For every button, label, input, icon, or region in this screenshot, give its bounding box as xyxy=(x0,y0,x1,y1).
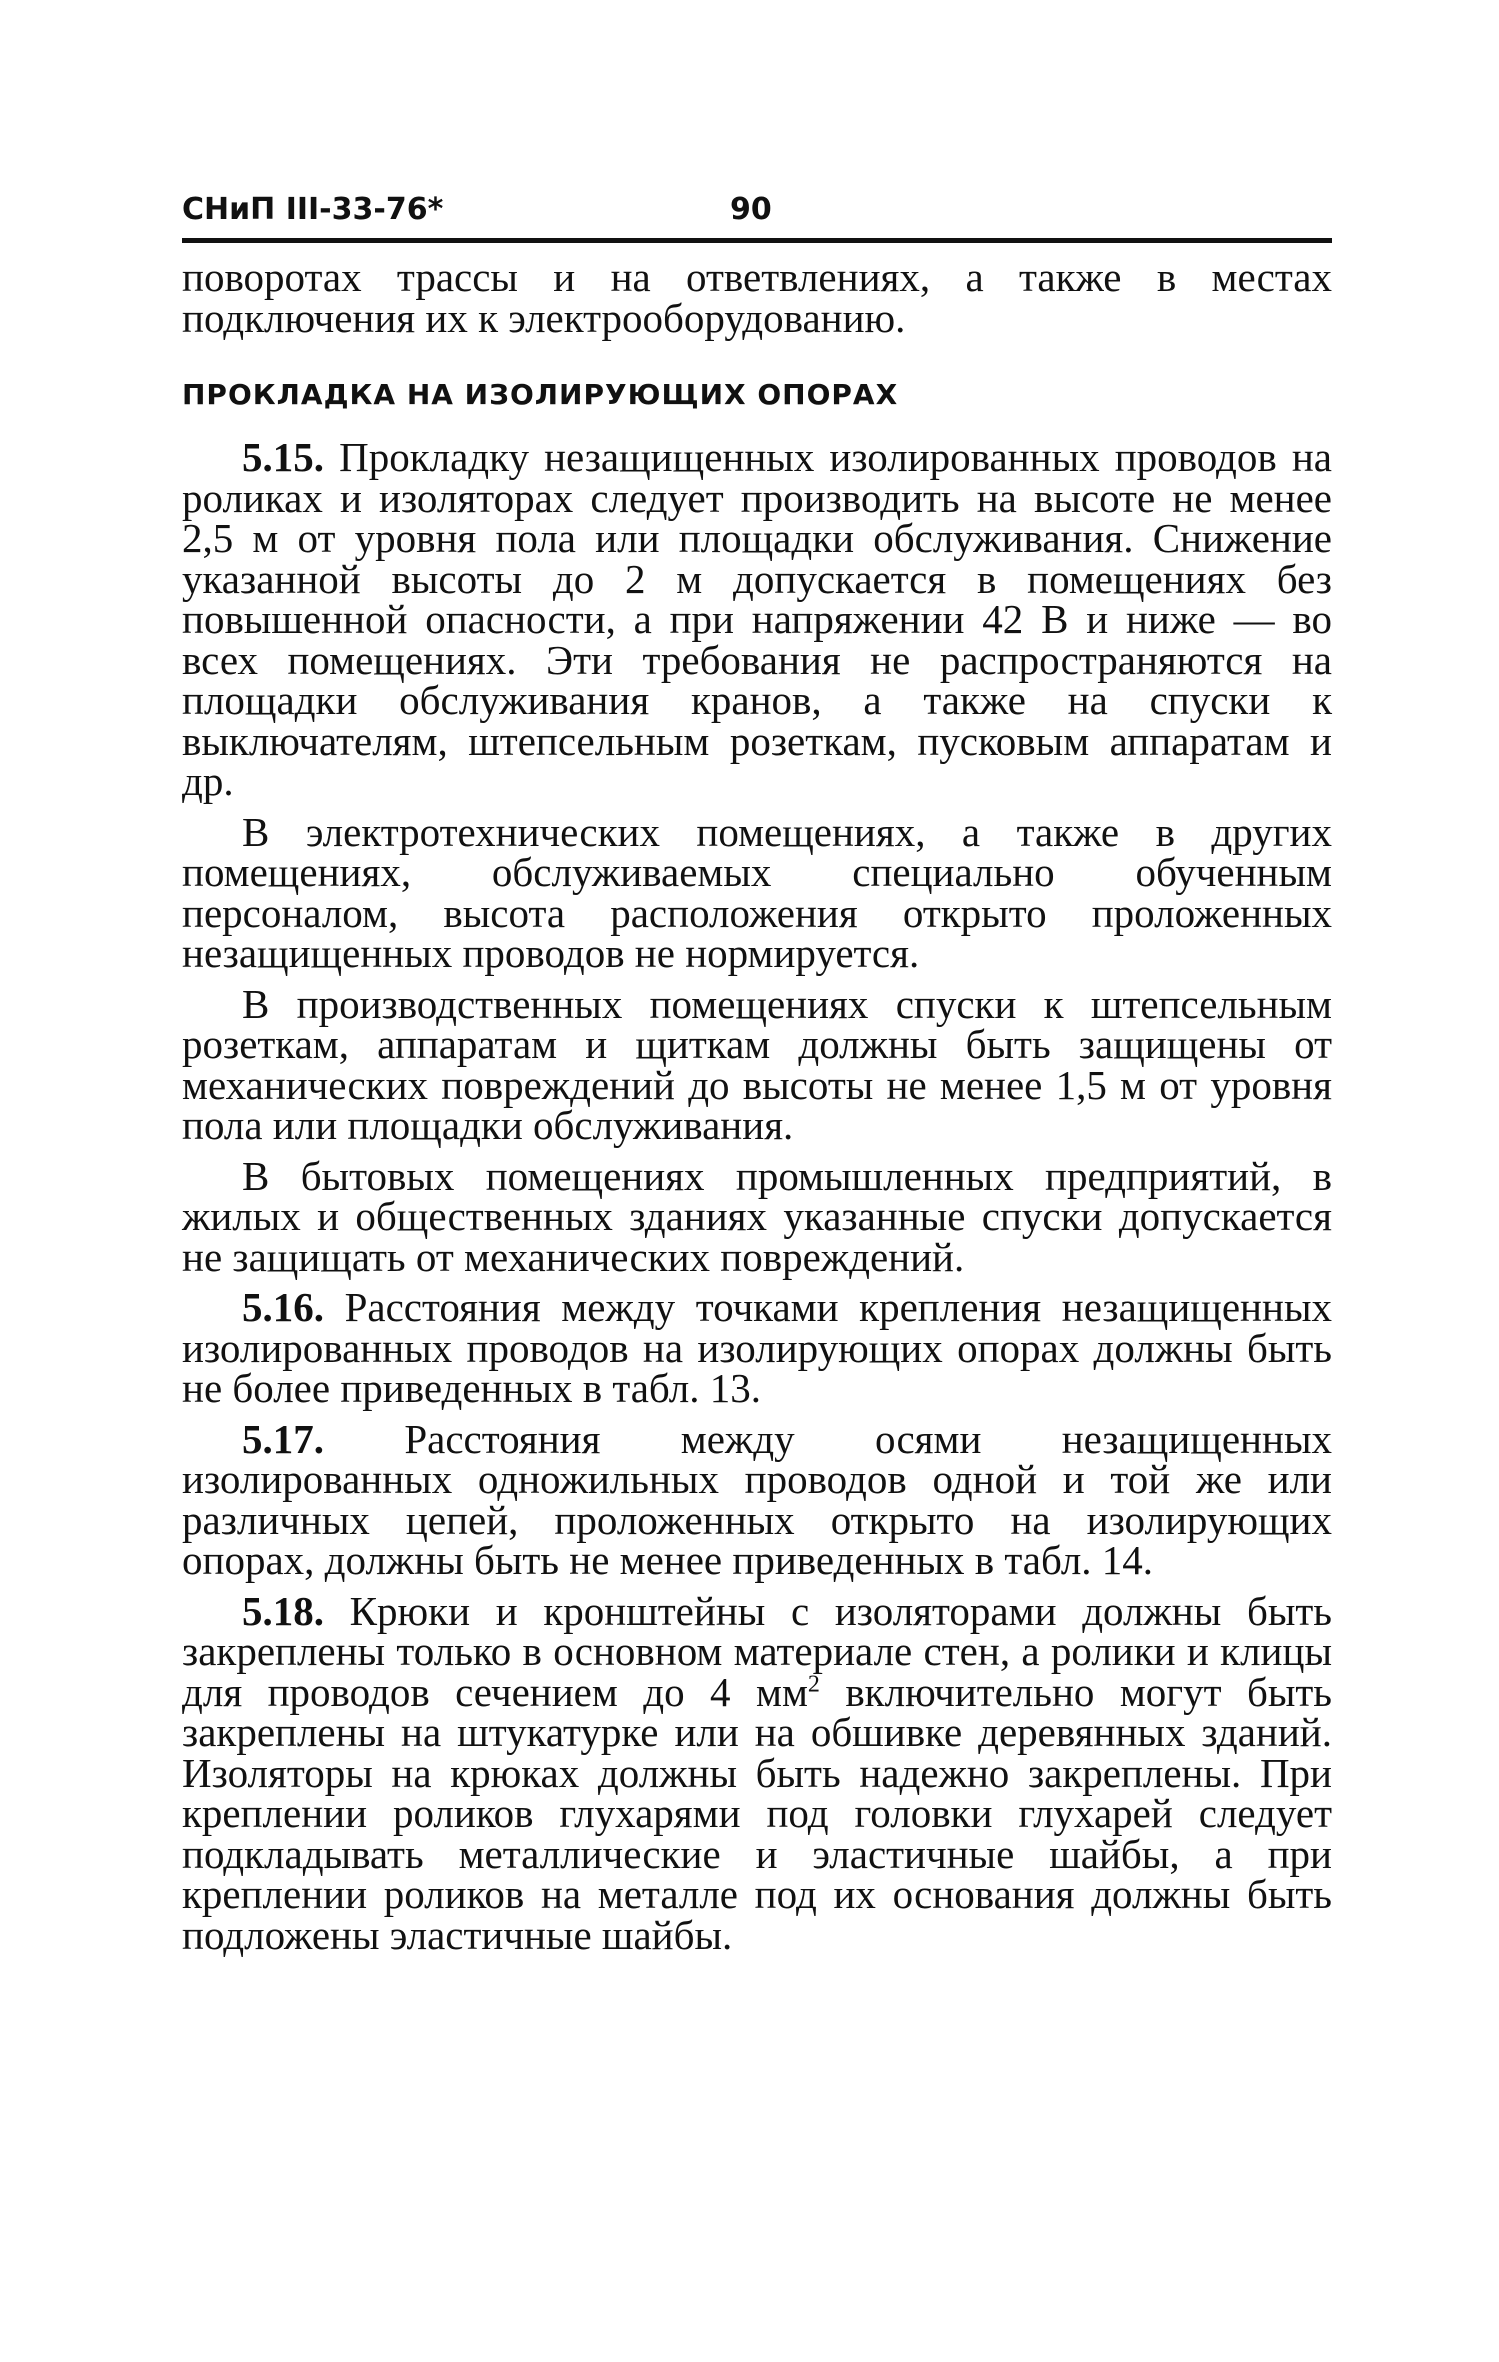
intro-paragraph: поворотах трассы и на ответвлениях, а также в местах подключения их к электрооборудованию. xyxy=(182,254,1332,341)
clause-number: 5.16. xyxy=(242,1284,324,1330)
clause-text: Расстояния между осями незащищенных изолированных одножильных проводов одной и той же или различных цепей, проложенных открыто на изолирующих опорах, должны быть не менее приведенных в табл. 14. xyxy=(182,1415,1332,1583)
superscript: 2 xyxy=(807,1670,820,1697)
page-number: 90 xyxy=(730,192,772,227)
clause-5-18 xyxy=(182,1587,1332,1958)
clause-5-16 xyxy=(182,1284,1332,1411)
header-rule xyxy=(182,238,1332,243)
clause-text: Крюки и кронштейны с изоляторами должны быть закреплены только в основном материале стен, а ролики и клицы для проводов сечением до 4 мм xyxy=(182,1587,1332,1715)
clause-5-17 xyxy=(182,1415,1332,1583)
clause-number: 5.17. xyxy=(242,1415,324,1462)
section-heading: ПРОКЛАДКА НА ИЗОЛИРУЮЩИХ ОПОРАХ xyxy=(182,378,899,411)
document-page xyxy=(182,192,1332,1958)
clause-text: Расстояния между точками крепления незащищенных изолированных проводов на изолирующих опорах должны быть не более приведенных в табл. 13. xyxy=(182,1284,1332,1411)
clause-5-15-paragraph-2: В электротехнических помещениях, а также в других помещениях, обслуживаемых специально обученным персоналом, высота расположения открыто проложенных незащищенных проводов не нормируется. xyxy=(182,808,1332,976)
clause-5-15 xyxy=(182,434,1332,804)
running-header xyxy=(182,192,1332,238)
clause-text-continued: включительно могут быть закреплены на штукатурке или на обшивке деревянных зданий. Изоляторы на крюках должны быть надежно закреплены. При креплении роликов глухарями под головки глухарей следует подкладывать металлические и эластичные шайбы, а при креплении роликов на металле под их основания должны быть подложены эластичные шайбы. xyxy=(182,1668,1332,1958)
document-code: СНиП III-33-76* xyxy=(182,192,444,227)
clause-text: Прокладку незащищенных изолированных проводов на роликах и изоляторах следует производить на высоте не менее 2,5 м от уровня пола или площадки обслуживания. Снижение указанной высоты до 2 м допускается в помещениях без повышенной опасности, а при напряжении 42 В и ниже — во всех помещениях. Эти требования не распространяются на площадки обслуживания кранов, а также на спуски к выключателям, штепсельным розеткам, пусковым аппаратам и др. xyxy=(182,434,1332,804)
clause-number: 5.15. xyxy=(242,434,324,480)
clause-5-15-paragraph-3: В производственных помещениях спуски к штепсельным розеткам, аппаратам и щиткам должны быть защищены от механических повреждений до высоты не менее 1,5 м от уровня пола или площадки обслуживания. xyxy=(182,980,1332,1148)
clause-5-15-paragraph-4: В бытовых помещениях промышленных предприятий, в жилых и общественных зданиях указанные спуски допускается не защищать от механических повреждений. xyxy=(182,1152,1332,1280)
clause-number: 5.18. xyxy=(242,1587,324,1634)
